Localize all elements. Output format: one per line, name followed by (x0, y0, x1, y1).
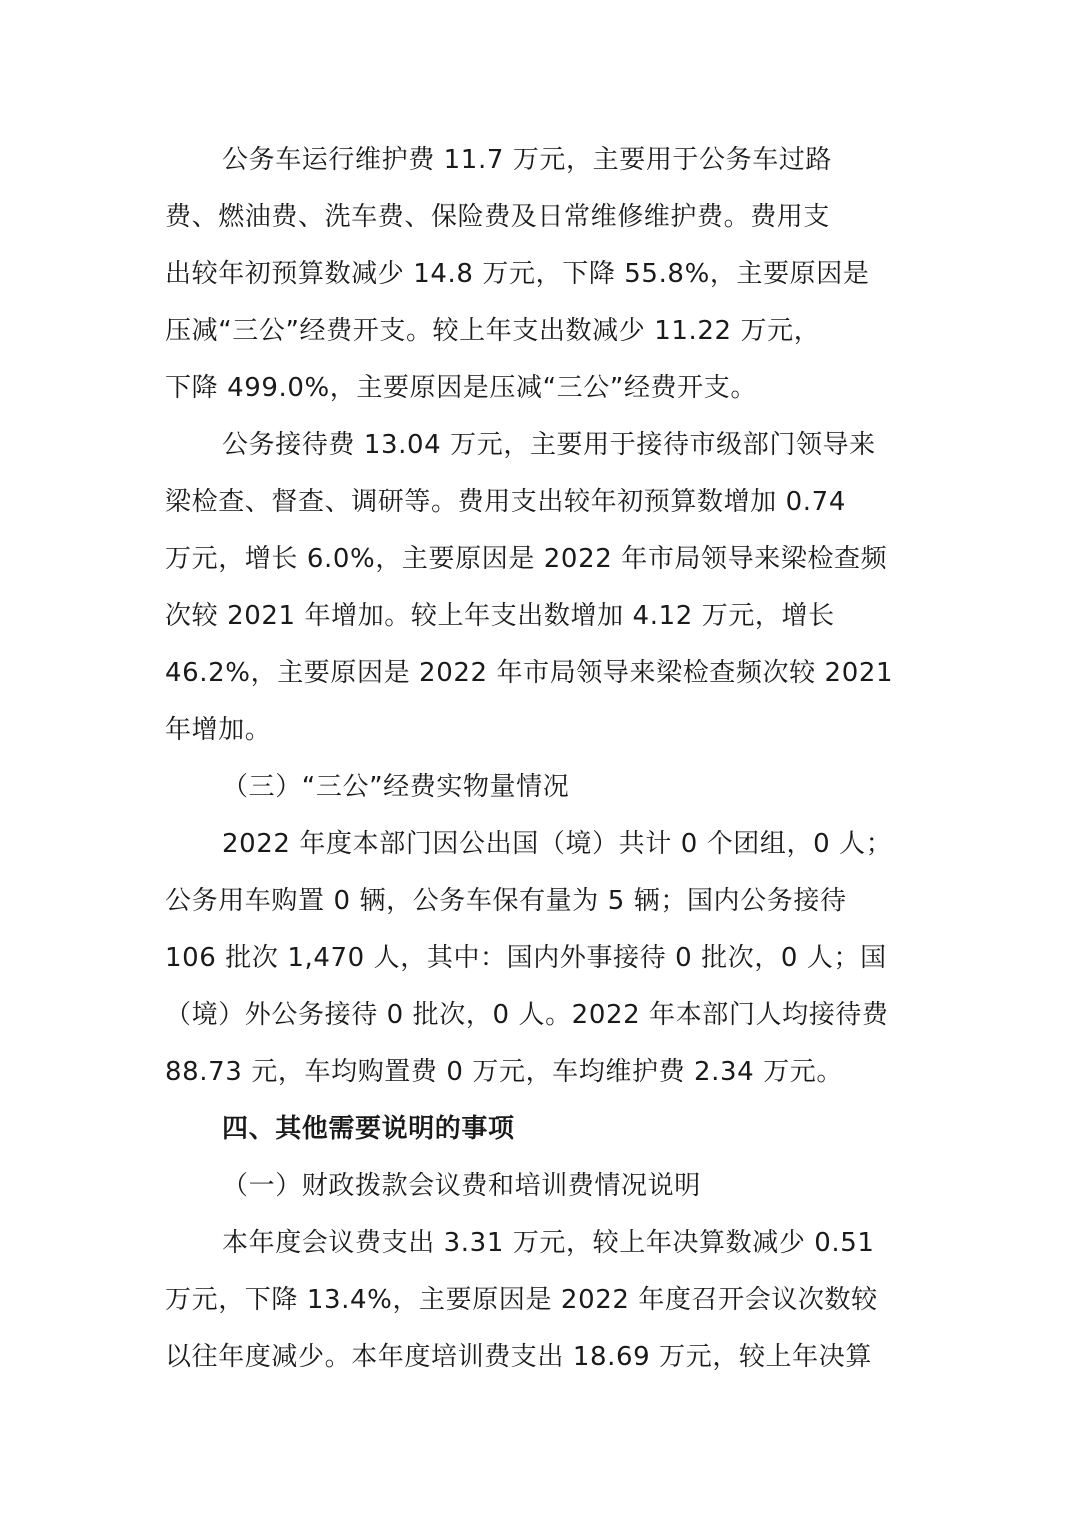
paragraph-line: （境）外公务接待 0 批次，0 人。2022 年本部门人均接待费 (165, 1000, 889, 1030)
paragraph-line: 万元，增长 6.0%，主要原因是 2022 年市局领导来梁检查频 (165, 544, 888, 574)
paragraph-line: 压减“三公”经费开支。较上年支出数减少 11.22 万元， (165, 316, 821, 346)
paragraph-line: 88.73 元，车均购置费 0 万元，车均维护费 2.34 万元。 (165, 1057, 843, 1087)
section-subheading: （一）财政拨款会议费和培训费情况说明 (222, 1171, 701, 1201)
paragraph-line: 年增加。 (165, 715, 272, 745)
paragraph-line: 次较 2021 年增加。较上年支出数增加 4.12 万元，增长 (165, 601, 835, 631)
section-subheading: （三）“三公”经费实物量情况 (222, 772, 570, 802)
paragraph-line: 梁检查、督查、调研等。费用支出较年初预算数增加 0.74 (165, 487, 846, 517)
paragraph-line: 下降 499.0%，主要原因是压减“三公”经费开支。 (165, 373, 757, 403)
paragraph-line: 万元，下降 13.4%，主要原因是 2022 年度召开会议次数较 (165, 1285, 878, 1315)
paragraph-line: 出较年初预算数减少 14.8 万元，下降 55.8%，主要原因是 (165, 259, 870, 289)
paragraph-line: 106 批次 1,470 人，其中：国内外事接待 0 批次，0 人；国 (165, 943, 887, 973)
paragraph-line: 公务车运行维护费 11.7 万元，主要用于公务车过路 (222, 145, 833, 175)
paragraph-line: 46.2%，主要原因是 2022 年市局领导来梁检查频次较 2021 (165, 658, 894, 688)
paragraph-line: 本年度会议费支出 3.31 万元，较上年决算数减少 0.51 (222, 1228, 875, 1258)
paragraph-line: 费、燃油费、洗车费、保险费及日常维修维护费。费用支 (165, 202, 831, 232)
section-heading: 四、其他需要说明的事项 (222, 1114, 515, 1144)
paragraph-line: 公务用车购置 0 辆，公务车保有量为 5 辆；国内公务接待 (165, 886, 847, 916)
paragraph-line: 公务接待费 13.04 万元，主要用于接待市级部门领导来 (222, 430, 876, 460)
paragraph-line: 2022 年度本部门因公出国（境）共计 0 个团组，0 人； (222, 829, 893, 859)
paragraph-line: 以往年度减少。本年度培训费支出 18.69 万元，较上年决算 (165, 1342, 872, 1372)
